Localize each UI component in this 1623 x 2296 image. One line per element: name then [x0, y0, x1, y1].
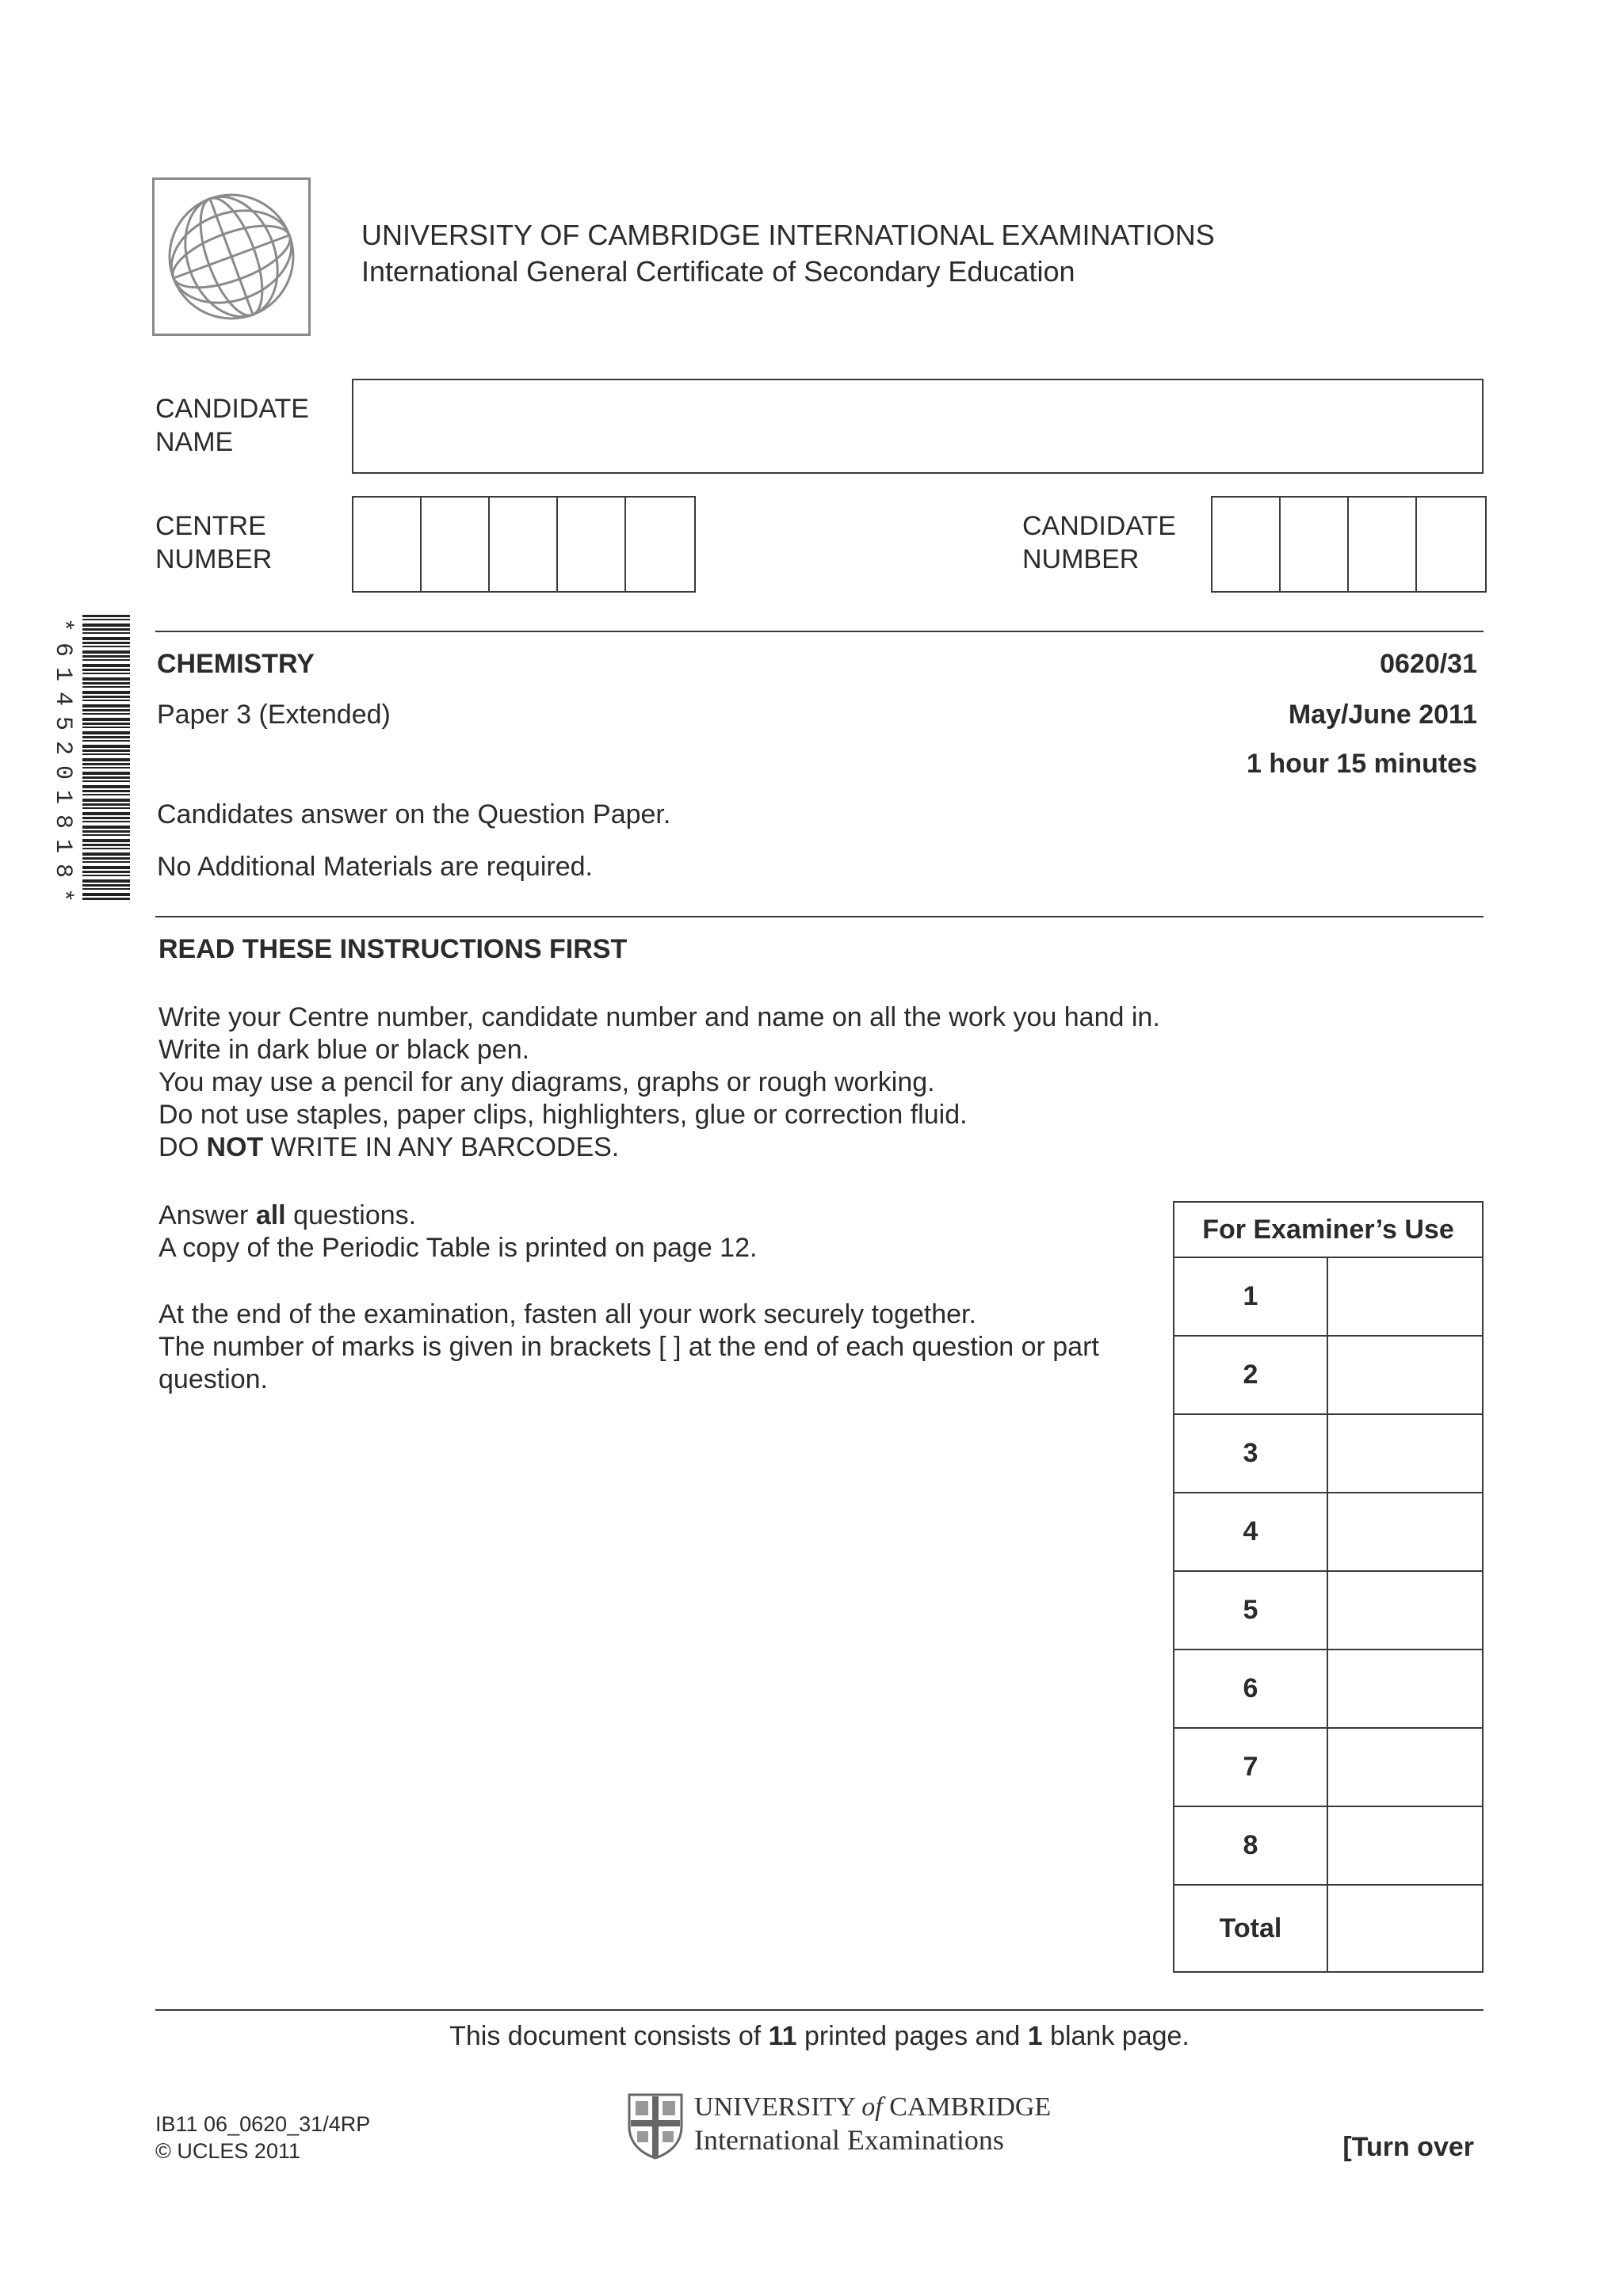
mark-cell[interactable]: [1327, 1806, 1483, 1885]
mark-cell[interactable]: [1327, 1650, 1483, 1728]
mark-cell[interactable]: [1327, 1571, 1483, 1650]
divider: [155, 631, 1484, 632]
mark-cell[interactable]: [1327, 1728, 1483, 1806]
mark-cell[interactable]: [1327, 1257, 1483, 1336]
session: May/June 2011: [1288, 700, 1477, 730]
candidate-name-label-2: NAME: [155, 427, 234, 457]
cambridge-crest: [626, 2092, 685, 2160]
cambridge-wordmark-line-1: UNIVERSITY of CAMBRIDGE: [694, 2092, 1052, 2122]
question-number: 4: [1174, 1493, 1327, 1571]
centre-number-cell[interactable]: [422, 498, 490, 591]
instruction-line: At the end of the examination, fasten all your work securely together.: [158, 1299, 976, 1329]
candidate-number-label-1: CANDIDATE: [1022, 511, 1176, 541]
question-number: 7: [1174, 1728, 1327, 1806]
copyright: © UCLES 2011: [155, 2139, 300, 2163]
page-count: This document consists of 11 printed pages and 1 blank page.: [449, 2021, 1190, 2051]
examiner-use-table: [1173, 1201, 1484, 1973]
centre-number-cell[interactable]: [353, 498, 422, 591]
candidate-name-field[interactable]: [352, 379, 1484, 474]
globe-logo: [152, 177, 311, 336]
barcode: [82, 615, 130, 900]
examiner-table-heading: For Examiner’s Use: [1174, 1202, 1483, 1257]
materials-2: No Additional Materials are required.: [157, 852, 593, 882]
question-number: 3: [1174, 1414, 1327, 1493]
instruction-line: Write your Centre number, candidate number and name on all the work you hand in.: [158, 1002, 1160, 1032]
instruction-line: Do not use staples, paper clips, highlighters, glue or correction fluid.: [158, 1100, 968, 1130]
paper-reference: IB11 06_0620_31/4RP: [155, 2112, 371, 2136]
crest-icon: [626, 2092, 685, 2160]
candidate-number-field[interactable]: [1211, 496, 1487, 593]
materials-1: Candidates answer on the Question Paper.: [157, 799, 671, 830]
question-number: 6: [1174, 1650, 1327, 1728]
instruction-line: A copy of the Periodic Table is printed on page 12.: [158, 1233, 758, 1263]
candidate-name-label-1: CANDIDATE: [155, 394, 309, 424]
centre-number-field[interactable]: [352, 496, 696, 593]
candidate-number-cell[interactable]: [1349, 498, 1417, 591]
total-cell[interactable]: [1327, 1885, 1483, 1972]
centre-number-cell[interactable]: [558, 498, 626, 591]
centre-number-cell[interactable]: [626, 498, 694, 591]
candidate-number-cell[interactable]: [1417, 498, 1485, 591]
divider: [155, 2009, 1484, 2011]
mark-cell[interactable]: [1327, 1414, 1483, 1493]
paper-code: 0620/31: [1380, 649, 1477, 679]
divider: [155, 916, 1484, 917]
instruction-line: Answer all questions.: [158, 1200, 417, 1230]
candidate-number-label-2: NUMBER: [1022, 544, 1140, 574]
centre-number-label-2: NUMBER: [155, 544, 273, 574]
globe-icon: [155, 180, 308, 334]
university-title: UNIVERSITY OF CAMBRIDGE INTERNATIONAL EXAMINATIONS: [361, 219, 1215, 251]
subject: CHEMISTRY: [157, 649, 315, 679]
instruction-line: question.: [158, 1364, 268, 1394]
question-number: 1: [1174, 1257, 1327, 1336]
centre-number-label-1: CENTRE: [155, 511, 266, 541]
total-label: Total: [1174, 1885, 1327, 1972]
mark-cell[interactable]: [1327, 1336, 1483, 1414]
candidate-number-cell[interactable]: [1212, 498, 1281, 591]
instruction-line: Write in dark blue or black pen.: [158, 1035, 530, 1065]
cambridge-wordmark-line-2: International Examinations: [694, 2124, 1004, 2156]
instruction-line: You may use a pencil for any diagrams, graphs or rough working.: [158, 1067, 935, 1097]
question-number: 8: [1174, 1806, 1327, 1885]
turn-over: [Turn over: [1342, 2132, 1474, 2162]
barcode-number: *6145201818*: [49, 618, 76, 913]
qualification-title: International General Certificate of Secondary Education: [361, 255, 1075, 288]
mark-cell[interactable]: [1327, 1493, 1483, 1571]
paper-name: Paper 3 (Extended): [157, 700, 391, 730]
candidate-number-cell[interactable]: [1281, 498, 1349, 591]
instruction-line: The number of marks is given in brackets [ ] at the end of each question or part: [158, 1332, 1099, 1362]
question-number: 5: [1174, 1571, 1327, 1650]
centre-number-cell[interactable]: [490, 498, 558, 591]
duration: 1 hour 15 minutes: [1247, 749, 1477, 779]
instruction-line: DO NOT WRITE IN ANY BARCODES.: [158, 1132, 620, 1162]
question-number: 2: [1174, 1336, 1327, 1414]
instructions-heading: READ THESE INSTRUCTIONS FIRST: [158, 934, 628, 964]
